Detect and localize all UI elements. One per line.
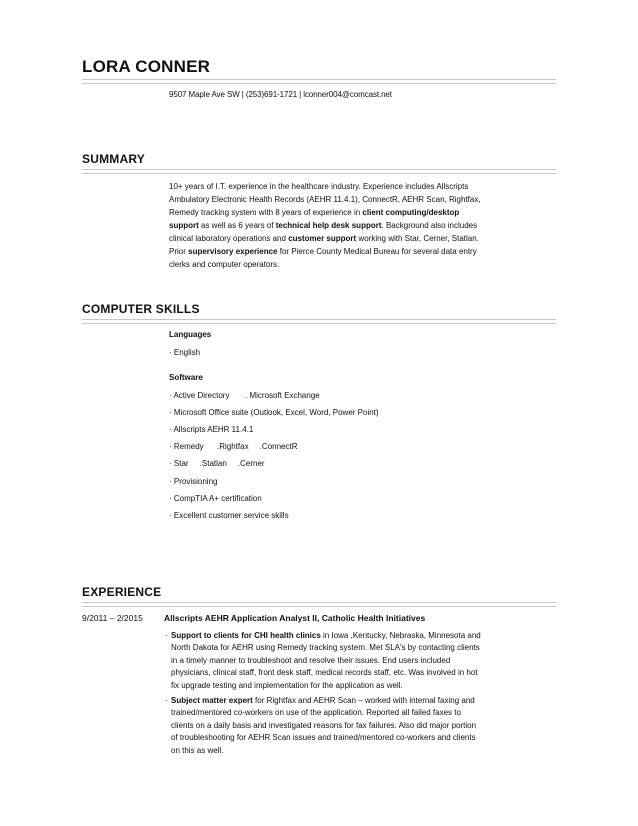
experience-bullet [165, 695, 545, 757]
summary-line [169, 193, 541, 206]
text-run: working with Star, Cerner, Statlan. [356, 234, 479, 243]
candidate-name: LORA CONNER [82, 57, 211, 76]
job-dates: 9/2011 – 2/2015 [82, 613, 143, 623]
bullet-line [171, 667, 545, 679]
text-run: clerks and computer operators. [169, 260, 280, 269]
header-divider [82, 79, 556, 84]
text-run: clients on a daily basis and investigated reasons for fax failures. Also did major portion [171, 720, 477, 730]
summary-line [169, 219, 541, 232]
bullet-dot: · [165, 696, 168, 705]
language-item: · English [169, 348, 201, 357]
bullet-line [171, 655, 545, 667]
summary-heading: SUMMARY [82, 152, 145, 166]
text-run: as well as 6 years of [198, 221, 276, 230]
summary-divider [82, 169, 556, 174]
software-item: · Remedy .Rightfax .ConnectR [169, 442, 298, 451]
text-run: in a timely manner to troubleshoot and resolve their issues. End users included [171, 655, 451, 665]
computer-skills-heading: COMPUTER SKILLS [82, 302, 200, 316]
bullet-line [171, 680, 545, 692]
text-run: on this as well. [171, 745, 224, 755]
experience-bullet [165, 630, 545, 692]
text-run: trained/mentored co-workers on use of the application. Reported all failed faxes to [171, 708, 461, 718]
bullet-text [171, 695, 545, 757]
bullet-line [171, 707, 545, 719]
text-run: of troubleshooting for AEHR Scan issues and trained/mentored co-workers and clients [171, 733, 476, 743]
bold-text: support [169, 221, 199, 230]
summary-line [169, 180, 541, 193]
summary-line [169, 245, 541, 258]
contact-info: 9507 Maple Ave SW | (253)691-1721 | lconner004@comcast.net [169, 90, 392, 99]
bullet-line [171, 732, 545, 744]
text-run: in Iowa ,Kentucky, Nebraska, Minnesota and [320, 631, 481, 640]
bullet-dot: · [165, 631, 168, 640]
job-title: Allscripts AEHR Application Analyst II, Catholic Health Initiatives [164, 613, 426, 623]
bold-text: customer support [288, 234, 357, 243]
bullet-line [171, 630, 545, 642]
text-run: North Dakota for AEHR using Remedy tracking system. Met SLA's by contacting clients [171, 643, 480, 653]
software-item: · Active Directory . Microsoft Exchange [169, 391, 320, 400]
text-run: physicians, clinical staff, front desk staff, medical records staff, etc. Was involved in hot [171, 668, 478, 678]
experience-heading: EXPERIENCE [82, 585, 162, 599]
bullet-line [171, 695, 545, 707]
software-label: Software [169, 373, 203, 382]
software-item: · Star .Statlan .Cerner [169, 459, 265, 468]
bold-text: Support to clients for CHI health clinics [171, 631, 321, 640]
bold-text: client computing/desktop [362, 208, 460, 217]
text-run: for Pierce County Medical Bureau for several data entry [277, 247, 477, 256]
text-run: . Background also includes [381, 221, 478, 230]
bullet-line [171, 745, 545, 757]
summary-line [169, 232, 541, 245]
skills-divider [82, 319, 556, 324]
software-item: · CompTIA A+ certification [169, 494, 262, 503]
languages-label: Languages [169, 330, 212, 339]
software-item: · Allscripts AEHR 11.4.1 [169, 425, 254, 434]
text-run: for Rightfax and AEHR Scan – worked with internal faxing and [252, 696, 475, 705]
bullet-line [171, 720, 545, 732]
text-run: fix upgrade testing and implementation for the application as well. [171, 680, 403, 690]
text-run: Prior [169, 247, 189, 256]
bullet-line [171, 642, 545, 654]
bold-text: Subject matter expert [171, 696, 253, 705]
summary-paragraph [169, 180, 541, 271]
bullet-text [171, 630, 545, 692]
experience-divider [82, 602, 556, 607]
text-run: 10+ years of I.T. experience in the healthcare industry. Experience includes Allscripts [169, 182, 469, 191]
software-item: · Microsoft Office suite (Outlook, Excel, Word, Power Point) [169, 408, 379, 417]
summary-line [169, 258, 541, 271]
text-run: Ambulatory Electronic Health Records (AEHR 11.4.1), ConnectR, AEHR Scan, Rightfax, [169, 195, 481, 204]
bold-text: supervisory experience [188, 247, 278, 256]
software-item: · Excellent customer service skills [169, 511, 289, 520]
software-item: · Provisioning [169, 477, 218, 486]
bold-text: technical help desk support [275, 221, 382, 230]
summary-line [169, 206, 541, 219]
text-run: clinical laboratory operations and [169, 234, 289, 243]
text-run: Remedy tracking system with 8 years of experience in [169, 208, 363, 217]
